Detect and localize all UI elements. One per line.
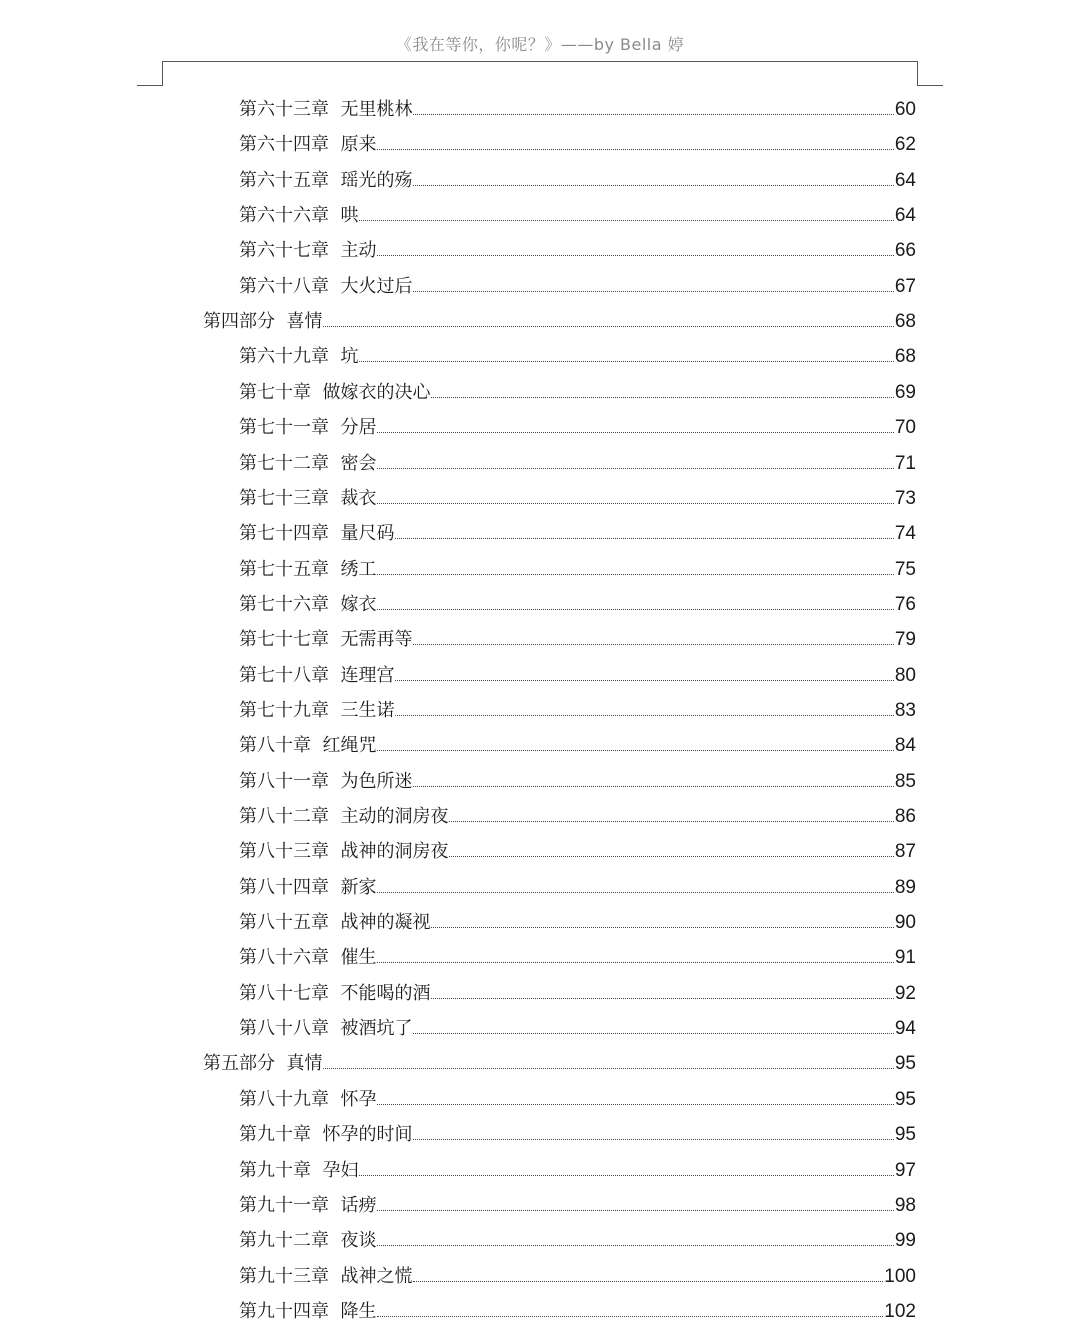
crop-mark-left-horizontal [137, 85, 163, 86]
toc-entry-page-number: 64 [894, 169, 916, 191]
toc-chapter-entry[interactable] [239, 1005, 916, 1040]
dot-leader [377, 148, 893, 150]
toc-entry-title: 第七十五章 绣工 [239, 558, 377, 580]
dot-leader [449, 855, 893, 857]
dot-leader [431, 997, 893, 999]
toc-entry-page-number: 68 [894, 346, 916, 368]
toc-chapter-entry[interactable] [239, 899, 916, 934]
toc-chapter-entry[interactable] [239, 970, 916, 1005]
dot-leader [395, 714, 893, 716]
dot-leader [377, 467, 893, 469]
toc-entry-title: 第四部分 喜情 [203, 311, 323, 333]
toc-entry-page-number: 70 [894, 417, 916, 439]
dot-leader [449, 820, 893, 822]
crop-mark-right-horizontal [917, 85, 943, 86]
toc-chapter-entry[interactable] [239, 1111, 916, 1146]
toc-entry-title: 第九十一章 话痨 [239, 1194, 377, 1216]
toc-chapter-entry[interactable] [239, 934, 916, 969]
dot-leader [413, 1138, 893, 1140]
toc-chapter-entry[interactable] [239, 440, 916, 475]
dot-leader [413, 1280, 883, 1282]
toc-entry-title: 第八十七章 不能喝的酒 [239, 982, 431, 1004]
toc-entry-title: 第六十三章 无里桃林 [239, 99, 413, 120]
dot-leader [395, 679, 893, 681]
toc-entry-title: 第九十章 怀孕的时间 [239, 1124, 413, 1146]
toc-entry-title: 第六十五章 瑶光的殇 [239, 169, 413, 191]
toc-entry-title: 第八十九章 怀孕 [239, 1088, 377, 1110]
dot-leader [413, 113, 893, 115]
toc-entry-title: 第六十八章 大火过后 [239, 275, 413, 297]
toc-entry-page-number: 64 [894, 205, 916, 227]
header-rule [163, 61, 917, 62]
toc-entry-page-number: 90 [894, 912, 916, 934]
toc-chapter-entry[interactable] [239, 86, 916, 121]
toc-part-entry[interactable] [203, 298, 916, 333]
toc-chapter-entry[interactable] [239, 616, 916, 651]
toc-chapter-entry[interactable] [239, 1288, 916, 1323]
dot-leader [377, 502, 893, 504]
toc-entry-page-number: 76 [894, 593, 916, 615]
toc-chapter-entry[interactable] [239, 1182, 916, 1217]
toc-entry-title: 第九十二章 夜谈 [239, 1230, 377, 1252]
toc-entry-page-number: 102 [884, 1300, 916, 1322]
dot-leader [377, 431, 893, 433]
toc-entry-page-number: 92 [894, 982, 916, 1004]
toc-chapter-entry[interactable] [239, 1147, 916, 1182]
toc-entry-title: 第七十章 做嫁衣的决心 [239, 381, 431, 403]
dot-leader [377, 1244, 893, 1246]
toc-entry-page-number: 100 [884, 1265, 916, 1287]
dot-leader [395, 537, 893, 539]
toc-entry-title: 第七十七章 无需再等 [239, 629, 413, 651]
dot-leader [377, 254, 893, 256]
toc-entry-page-number: 68 [894, 311, 916, 333]
dot-leader [413, 1032, 893, 1034]
toc-chapter-entry[interactable] [239, 687, 916, 722]
toc-entry-page-number: 84 [894, 735, 916, 757]
toc-entry-page-number: 75 [894, 558, 916, 580]
toc-entry-page-number: 67 [894, 275, 916, 297]
toc-entry-title: 第八十四章 新家 [239, 876, 377, 898]
toc-chapter-entry[interactable] [239, 227, 916, 262]
dot-leader [377, 573, 893, 575]
toc-chapter-entry[interactable] [239, 546, 916, 581]
dot-leader [359, 1174, 893, 1176]
toc-chapter-entry[interactable] [239, 263, 916, 298]
toc-entry-page-number: 95 [894, 1088, 916, 1110]
toc-entry-page-number: 69 [894, 381, 916, 403]
toc-chapter-entry[interactable] [239, 652, 916, 687]
toc-entry-page-number: 89 [894, 876, 916, 898]
toc-entry-title: 第七十四章 量尺码 [239, 523, 395, 545]
dot-leader [377, 608, 893, 610]
toc-part-entry[interactable] [203, 1040, 916, 1075]
toc-entry-page-number: 99 [894, 1230, 916, 1252]
dot-leader [377, 749, 893, 751]
toc-chapter-entry[interactable] [239, 758, 916, 793]
toc-entry-title: 第七十八章 连理宫 [239, 664, 395, 686]
toc-chapter-entry[interactable] [239, 192, 916, 227]
dot-leader [377, 891, 893, 893]
dot-leader [431, 396, 893, 398]
toc-chapter-entry[interactable] [239, 828, 916, 863]
toc-entry-page-number: 60 [894, 99, 916, 120]
toc-entry-page-number: 62 [894, 134, 916, 156]
toc-entry-title: 第九十四章 降生 [239, 1300, 377, 1322]
toc-entry-title: 第八十五章 战神的凝视 [239, 912, 431, 934]
dot-leader [413, 785, 893, 787]
toc-chapter-entry[interactable] [239, 793, 916, 828]
dot-leader [323, 325, 893, 327]
toc-entry-title: 第八十一章 为色所迷 [239, 770, 413, 792]
toc-chapter-entry[interactable] [239, 404, 916, 439]
toc-entry-page-number: 97 [894, 1159, 916, 1181]
toc-entry-title: 第八十章 红绳咒 [239, 735, 377, 757]
toc-entry-page-number: 86 [894, 806, 916, 827]
dot-leader [413, 290, 893, 292]
toc-entry-title: 第六十七章 主动 [239, 240, 377, 262]
dot-leader [377, 961, 893, 963]
toc-chapter-entry[interactable] [239, 1217, 916, 1252]
toc-entry-title: 第六十四章 原来 [239, 134, 377, 156]
dot-leader [377, 1315, 883, 1317]
toc-entry-page-number: 91 [894, 947, 916, 969]
toc-entry-title: 第五部分 真情 [203, 1053, 323, 1075]
dot-leader [377, 1209, 893, 1211]
dot-leader [359, 219, 893, 221]
dot-leader [413, 643, 893, 645]
toc-entry-title: 第八十六章 催生 [239, 947, 377, 969]
dot-leader [377, 1103, 893, 1105]
toc-entry-title: 第九十章 孕妇 [239, 1159, 359, 1181]
toc-entry-page-number: 83 [894, 699, 916, 721]
dot-leader [413, 184, 893, 186]
toc-entry-page-number: 94 [894, 1018, 916, 1040]
toc-entry-page-number: 74 [894, 523, 916, 545]
toc-entry-page-number: 85 [894, 770, 916, 792]
toc-entry-page-number: 95 [894, 1124, 916, 1146]
toc-entry-title: 第七十二章 密会 [239, 452, 377, 474]
toc-entry-page-number: 66 [894, 240, 916, 262]
toc-entry-title: 第七十九章 三生诺 [239, 699, 395, 721]
toc-entry-title: 第七十一章 分居 [239, 417, 377, 439]
toc-entry-title: 第七十三章 裁衣 [239, 487, 377, 509]
crop-mark-right-vertical [917, 61, 918, 86]
toc-entry-page-number: 98 [894, 1194, 916, 1216]
toc-chapter-entry[interactable] [239, 1253, 916, 1288]
toc-entry-title: 第九十三章 战神之慌 [239, 1265, 413, 1287]
toc-entry-page-number: 80 [894, 664, 916, 686]
toc-chapter-entry[interactable] [239, 1076, 916, 1111]
toc-entry-title: 第八十三章 战神的洞房夜 [239, 841, 449, 863]
toc-chapter-entry[interactable] [239, 722, 916, 757]
toc-chapter-entry[interactable] [239, 581, 916, 616]
dot-leader [359, 360, 893, 362]
toc-entry-page-number: 73 [894, 487, 916, 509]
toc-entry-page-number: 71 [894, 452, 916, 474]
dot-leader [323, 1067, 893, 1069]
toc-entry-title: 第七十六章 嫁衣 [239, 593, 377, 615]
toc-chapter-entry[interactable] [239, 510, 916, 545]
toc-entry-page-number: 87 [894, 841, 916, 863]
toc-entry-title: 第八十二章 主动的洞房夜 [239, 806, 449, 827]
toc-chapter-entry[interactable] [239, 475, 916, 510]
toc-entry-title: 第六十六章 哄 [239, 205, 359, 227]
toc-entry-title: 第六十九章 坑 [239, 346, 359, 368]
toc-chapter-entry[interactable] [239, 157, 916, 192]
toc-entry-page-number: 79 [894, 629, 916, 651]
toc-chapter-entry[interactable] [239, 864, 916, 899]
toc-chapter-entry[interactable] [239, 333, 916, 368]
toc-entry-title: 第八十八章 被酒坑了 [239, 1018, 413, 1040]
crop-mark-left-vertical [162, 61, 163, 86]
running-header: 《我在等你，你呢？》——by Bella 婷 [395, 35, 685, 54]
toc-chapter-entry[interactable] [239, 369, 916, 404]
toc-chapter-entry[interactable] [239, 121, 916, 156]
toc-entry-page-number: 95 [894, 1053, 916, 1075]
dot-leader [431, 926, 893, 928]
